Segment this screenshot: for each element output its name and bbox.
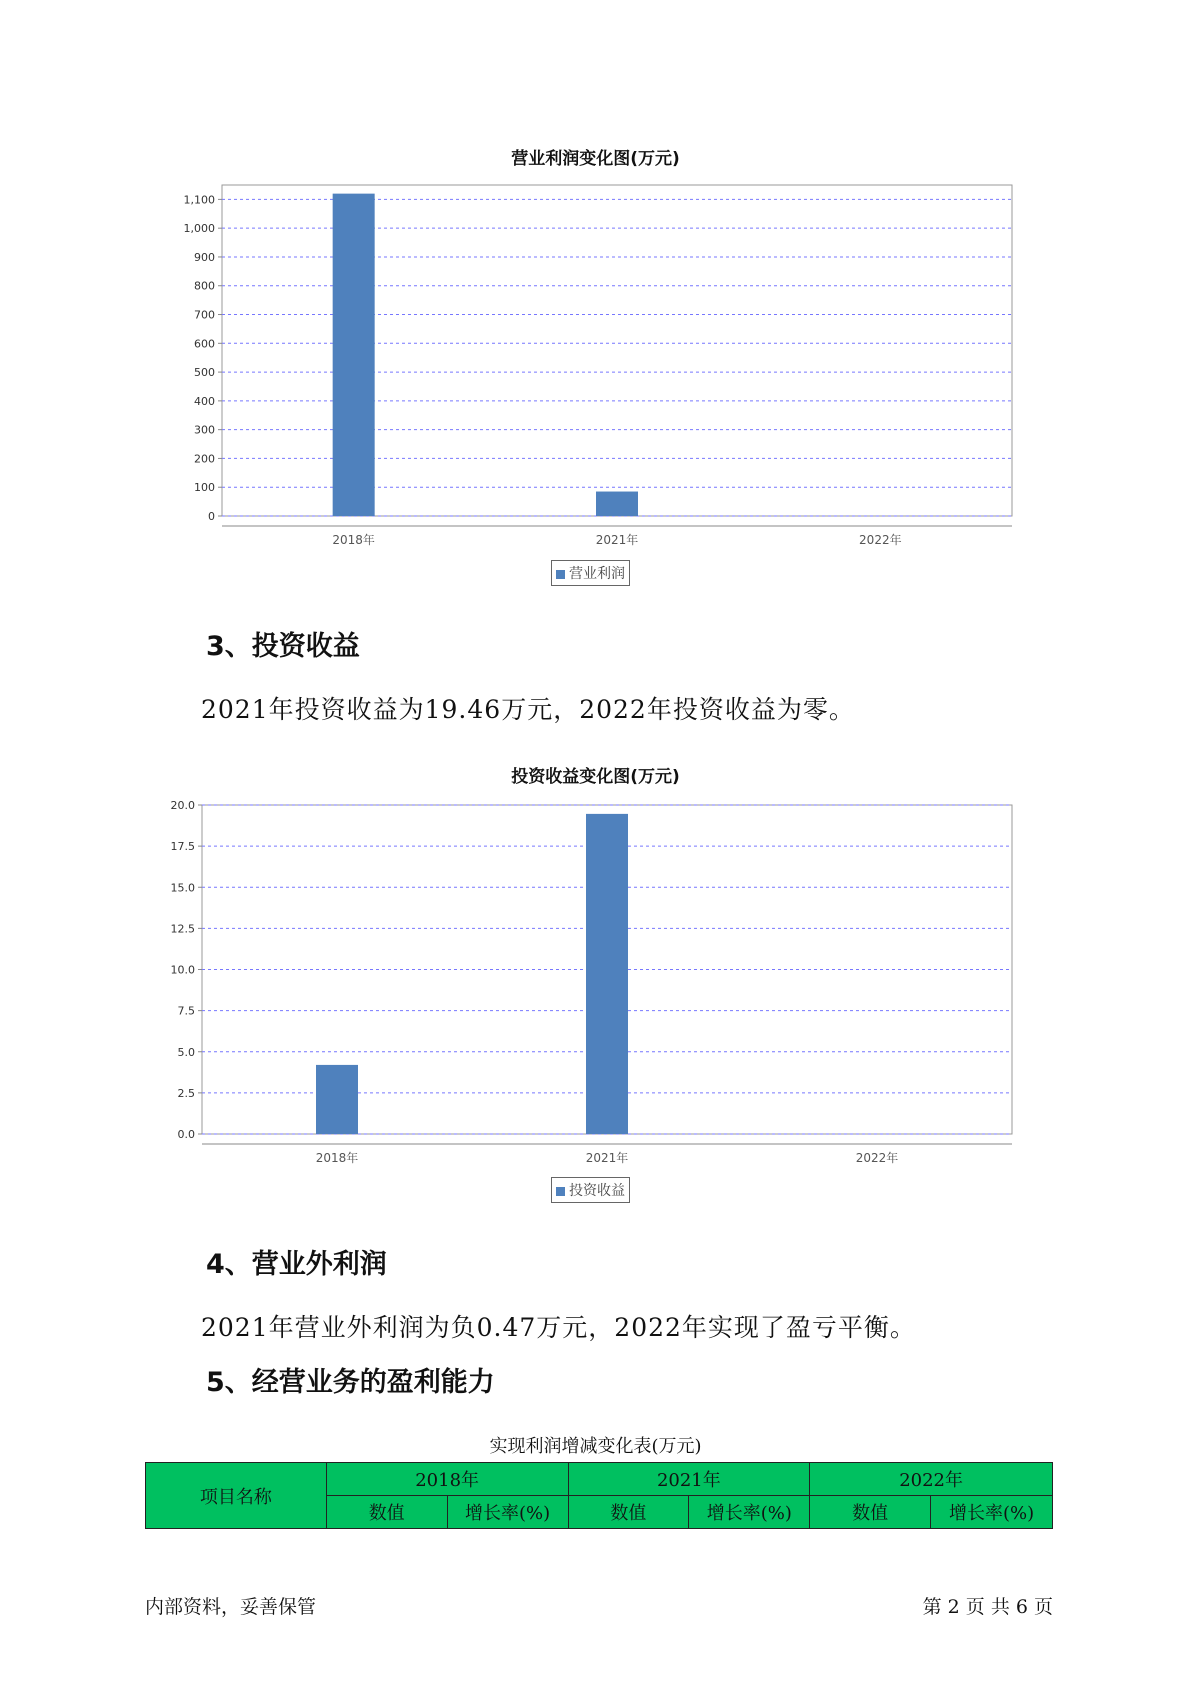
bar [586,814,628,1134]
x-tick-label: 2022年 [855,1151,899,1165]
y-tick-label: 5.0 [177,1045,195,1059]
y-tick-label: 1,100 [183,193,215,207]
x-tick-label: 2021年 [595,533,639,547]
table-header-row-years [146,1463,1053,1496]
year-header: 2018年 [326,1463,568,1496]
section4-heading: 4、营业外利润 [206,1249,387,1280]
footer-page-number: 第 2 页 共 6 页 [922,1596,1053,1618]
chart2-legend [551,1177,630,1203]
bar [333,194,375,516]
y-tick-label: 100 [194,481,215,495]
y-tick-label: 1,000 [183,222,215,236]
value-header: 数值 [810,1496,931,1529]
legend-swatch-icon [556,570,565,579]
section5-heading: 5、经营业务的盈利能力 [206,1367,495,1398]
chart1-title: 营业利润变化图(万元) [511,149,680,169]
y-tick-label: 700 [194,308,215,322]
y-tick-label: 900 [194,250,215,264]
chart2-legend-label: 投资收益 [569,1183,625,1199]
y-tick-label: 500 [194,366,215,380]
x-tick-label: 2018年 [315,1151,359,1165]
growth-header: 增长率(%) [447,1496,568,1529]
year-header: 2021年 [568,1463,810,1496]
item-name-header: 项目名称 [146,1463,327,1529]
y-tick-label: 10.0 [170,963,195,977]
growth-header: 增长率(%) [931,1496,1053,1529]
bar [596,492,638,516]
growth-header: 增长率(%) [689,1496,810,1529]
y-tick-label: 0.0 [177,1128,195,1141]
value-header: 数值 [326,1496,447,1529]
y-tick-label: 400 [194,394,215,408]
chart2-investment-income [0,790,1191,1165]
table-caption: 实现利润增减变化表(万元) [489,1436,702,1457]
y-tick-label: 2.5 [177,1086,195,1100]
y-tick-label: 17.5 [170,840,195,854]
section3-heading: 3、投资收益 [206,631,360,662]
y-tick-label: 20.0 [170,799,195,812]
y-tick-label: 600 [194,337,215,351]
profit-change-table [145,1462,1053,1529]
y-tick-label: 7.5 [177,1004,195,1018]
chart2-title: 投资收益变化图(万元) [511,767,680,787]
y-tick-label: 0 [208,510,215,523]
value-header: 数值 [568,1496,689,1529]
y-tick-label: 300 [194,423,215,437]
x-tick-label: 2022年 [859,533,902,547]
bar [316,1065,358,1134]
x-tick-label: 2018年 [332,533,375,547]
y-tick-label: 15.0 [170,881,195,895]
year-header: 2022年 [810,1463,1053,1496]
y-tick-label: 800 [194,279,215,293]
x-tick-label: 2021年 [585,1151,629,1165]
chart1-operating-profit [0,170,1191,547]
y-tick-label: 200 [194,452,215,466]
y-tick-label: 12.5 [170,922,195,936]
chart1-legend [551,560,630,586]
chart1-legend-label: 营业利润 [569,566,625,582]
legend-swatch-icon [556,1187,565,1196]
section4-text: 2021年营业外利润为负0.47万元，2022年实现了盈亏平衡。 [201,1313,916,1342]
section3-text: 2021年投资收益为19.46万元，2022年投资收益为零。 [201,695,855,724]
footer-confidential-note: 内部资料，妥善保管 [145,1596,317,1618]
